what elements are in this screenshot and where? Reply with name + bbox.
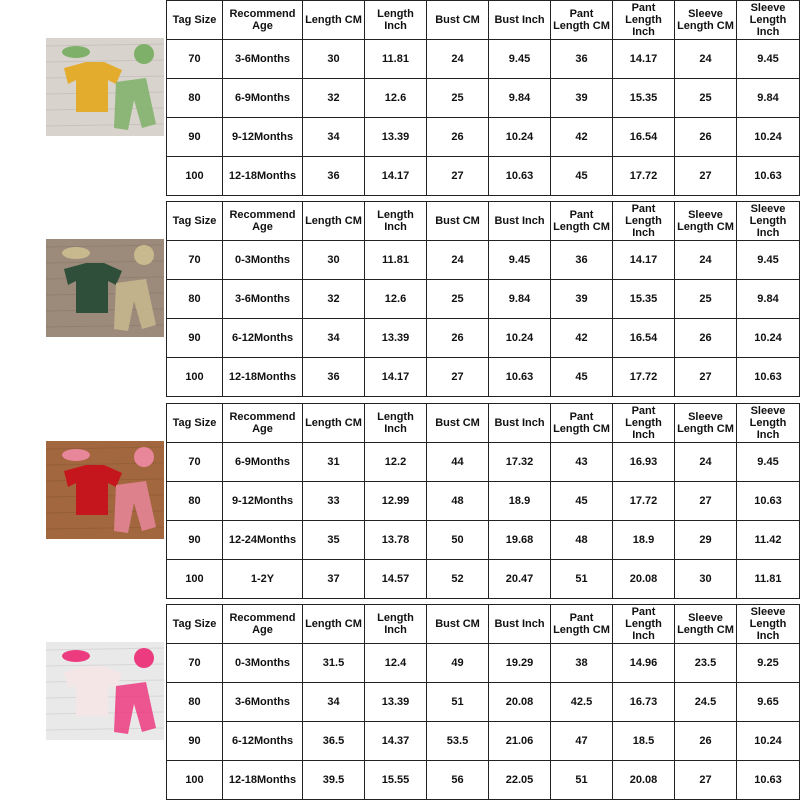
- column-header: Length CM: [303, 605, 365, 644]
- table-cell: 6-12Months: [223, 319, 303, 358]
- table-row: [167, 79, 800, 118]
- table-cell: 48: [427, 482, 489, 521]
- table-cell: 45: [551, 482, 613, 521]
- table-cell: 12.6: [365, 79, 427, 118]
- table-cell: 9.25: [737, 644, 800, 683]
- table-cell: 32: [303, 79, 365, 118]
- table-cell: 9.65: [737, 683, 800, 722]
- table-cell: 100: [167, 358, 223, 397]
- product-image: [46, 642, 164, 740]
- size-table: [166, 201, 800, 397]
- column-header: Pant Length CM: [551, 404, 613, 443]
- table-cell: 53.5: [427, 722, 489, 761]
- table-cell: 34: [303, 319, 365, 358]
- table-cell: 17.32: [489, 443, 551, 482]
- table-row: [167, 157, 800, 196]
- column-header: Tag Size: [167, 605, 223, 644]
- table-cell: 56: [427, 761, 489, 800]
- table-cell: 20.47: [489, 560, 551, 599]
- table-cell: 70: [167, 644, 223, 683]
- table-cell: 14.96: [613, 644, 675, 683]
- table-row: [167, 683, 800, 722]
- table-cell: 1-2Y: [223, 560, 303, 599]
- table-cell: 13.39: [365, 683, 427, 722]
- table-row: [167, 319, 800, 358]
- table-cell: 9.45: [737, 40, 800, 79]
- table-cell: 17.72: [613, 482, 675, 521]
- table-cell: 70: [167, 443, 223, 482]
- table-cell: 27: [427, 358, 489, 397]
- table-cell: 48: [551, 521, 613, 560]
- table-cell: 9.45: [489, 241, 551, 280]
- table-cell: 31: [303, 443, 365, 482]
- table-cell: 42: [551, 319, 613, 358]
- table-cell: 51: [551, 560, 613, 599]
- table-cell: 39: [551, 79, 613, 118]
- header-row: [167, 1, 800, 40]
- table-cell: 31.5: [303, 644, 365, 683]
- table-cell: 15.35: [613, 79, 675, 118]
- table-cell: 12.2: [365, 443, 427, 482]
- product-section: [0, 604, 800, 800]
- table-cell: 51: [551, 761, 613, 800]
- table-cell: 12-18Months: [223, 358, 303, 397]
- table-cell: 36: [303, 157, 365, 196]
- table-cell: 9.84: [737, 79, 800, 118]
- product-image: [46, 239, 164, 337]
- table-cell: 80: [167, 280, 223, 319]
- table-cell: 16.93: [613, 443, 675, 482]
- column-header: Pant Length CM: [551, 605, 613, 644]
- table-cell: 17.72: [613, 358, 675, 397]
- table-cell: 14.17: [613, 40, 675, 79]
- table-cell: 23.5: [675, 644, 737, 683]
- table-cell: 10.24: [489, 118, 551, 157]
- table-cell: 25: [427, 280, 489, 319]
- table-cell: 100: [167, 761, 223, 800]
- table-cell: 9.45: [489, 40, 551, 79]
- table-cell: 14.17: [613, 241, 675, 280]
- table-cell: 90: [167, 722, 223, 761]
- header-row: [167, 404, 800, 443]
- table-cell: 21.06: [489, 722, 551, 761]
- table-cell: 6-12Months: [223, 722, 303, 761]
- column-header: Recommend Age: [223, 605, 303, 644]
- column-header: Pant Length Inch: [613, 404, 675, 443]
- column-header: Recommend Age: [223, 202, 303, 241]
- table-cell: 10.63: [489, 157, 551, 196]
- column-header: Sleeve Length CM: [675, 605, 737, 644]
- column-header: Pant Length Inch: [613, 202, 675, 241]
- table-cell: 14.57: [365, 560, 427, 599]
- table-cell: 26: [427, 319, 489, 358]
- table-cell: 30: [303, 40, 365, 79]
- table-cell: 15.35: [613, 280, 675, 319]
- column-header: Pant Length CM: [551, 202, 613, 241]
- table-cell: 26: [675, 722, 737, 761]
- table-row: [167, 761, 800, 800]
- column-header: Bust CM: [427, 202, 489, 241]
- table-cell: 37: [303, 560, 365, 599]
- table-cell: 9.84: [737, 280, 800, 319]
- table-cell: 9.45: [737, 443, 800, 482]
- column-header: Sleeve Length Inch: [737, 202, 800, 241]
- column-header: Tag Size: [167, 202, 223, 241]
- table-row: [167, 241, 800, 280]
- table-cell: 22.05: [489, 761, 551, 800]
- table-cell: 45: [551, 358, 613, 397]
- column-header: Length Inch: [365, 1, 427, 40]
- table-cell: 36: [551, 241, 613, 280]
- table-cell: 16.73: [613, 683, 675, 722]
- table-cell: 9-12Months: [223, 118, 303, 157]
- size-table: [166, 0, 800, 196]
- column-header: Length Inch: [365, 404, 427, 443]
- table-cell: 3-6Months: [223, 280, 303, 319]
- column-header: Sleeve Length CM: [675, 1, 737, 40]
- column-header: Length CM: [303, 1, 365, 40]
- column-header: Pant Length CM: [551, 1, 613, 40]
- table-cell: 12.6: [365, 280, 427, 319]
- table-cell: 12-18Months: [223, 157, 303, 196]
- column-header: Bust Inch: [489, 1, 551, 40]
- table-cell: 80: [167, 482, 223, 521]
- table-cell: 27: [427, 157, 489, 196]
- table-cell: 19.68: [489, 521, 551, 560]
- column-header: Bust Inch: [489, 404, 551, 443]
- table-cell: 70: [167, 40, 223, 79]
- column-header: Bust Inch: [489, 202, 551, 241]
- table-cell: 24: [675, 40, 737, 79]
- table-cell: 29: [675, 521, 737, 560]
- table-cell: 16.54: [613, 319, 675, 358]
- product-section: [0, 403, 800, 599]
- column-header: Sleeve Length CM: [675, 202, 737, 241]
- table-cell: 90: [167, 118, 223, 157]
- table-cell: 11.42: [737, 521, 800, 560]
- table-cell: 13.39: [365, 118, 427, 157]
- table-cell: 42: [551, 118, 613, 157]
- table-cell: 26: [675, 319, 737, 358]
- table-cell: 36: [303, 358, 365, 397]
- table-cell: 24: [675, 241, 737, 280]
- table-row: [167, 280, 800, 319]
- table-cell: 10.24: [737, 319, 800, 358]
- table-cell: 39.5: [303, 761, 365, 800]
- table-cell: 14.37: [365, 722, 427, 761]
- table-cell: 34: [303, 683, 365, 722]
- table-cell: 20.08: [613, 560, 675, 599]
- table-cell: 30: [675, 560, 737, 599]
- table-cell: 15.55: [365, 761, 427, 800]
- table-row: [167, 118, 800, 157]
- table-cell: 12-18Months: [223, 761, 303, 800]
- table-cell: 24: [427, 40, 489, 79]
- table-cell: 27: [675, 482, 737, 521]
- table-cell: 13.39: [365, 319, 427, 358]
- table-cell: 10.63: [737, 761, 800, 800]
- table-cell: 12.99: [365, 482, 427, 521]
- table-cell: 0-3Months: [223, 241, 303, 280]
- table-cell: 51: [427, 683, 489, 722]
- table-cell: 6-9Months: [223, 443, 303, 482]
- table-cell: 39: [551, 280, 613, 319]
- table-cell: 90: [167, 521, 223, 560]
- table-cell: 9.45: [737, 241, 800, 280]
- table-cell: 0-3Months: [223, 644, 303, 683]
- product-image: [46, 38, 164, 136]
- table-cell: 18.9: [613, 521, 675, 560]
- table-cell: 47: [551, 722, 613, 761]
- header-row: [167, 202, 800, 241]
- table-cell: 17.72: [613, 157, 675, 196]
- column-header: Sleeve Length Inch: [737, 605, 800, 644]
- table-cell: 10.63: [489, 358, 551, 397]
- table-cell: 45: [551, 157, 613, 196]
- table-cell: 11.81: [365, 241, 427, 280]
- table-cell: 43: [551, 443, 613, 482]
- header-row: [167, 605, 800, 644]
- table-cell: 16.54: [613, 118, 675, 157]
- table-cell: 80: [167, 79, 223, 118]
- column-header: Bust CM: [427, 1, 489, 40]
- table-cell: 10.63: [737, 157, 800, 196]
- table-cell: 12.4: [365, 644, 427, 683]
- table-cell: 36.5: [303, 722, 365, 761]
- table-cell: 100: [167, 560, 223, 599]
- table-cell: 20.08: [489, 683, 551, 722]
- column-header: Bust Inch: [489, 605, 551, 644]
- table-cell: 26: [427, 118, 489, 157]
- table-cell: 33: [303, 482, 365, 521]
- table-cell: 49: [427, 644, 489, 683]
- column-header: Sleeve Length Inch: [737, 1, 800, 40]
- table-row: [167, 560, 800, 599]
- table-cell: 9-12Months: [223, 482, 303, 521]
- table-cell: 18.9: [489, 482, 551, 521]
- table-cell: 42.5: [551, 683, 613, 722]
- size-table: [166, 604, 800, 800]
- table-row: [167, 443, 800, 482]
- table-row: [167, 722, 800, 761]
- table-cell: 27: [675, 157, 737, 196]
- table-cell: 19.29: [489, 644, 551, 683]
- table-cell: 6-9Months: [223, 79, 303, 118]
- table-cell: 14.17: [365, 358, 427, 397]
- table-cell: 25: [675, 280, 737, 319]
- table-row: [167, 521, 800, 560]
- table-cell: 100: [167, 157, 223, 196]
- column-header: Tag Size: [167, 1, 223, 40]
- column-header: Sleeve Length Inch: [737, 404, 800, 443]
- table-cell: 52: [427, 560, 489, 599]
- table-cell: 9.84: [489, 79, 551, 118]
- table-cell: 10.24: [737, 118, 800, 157]
- table-cell: 35: [303, 521, 365, 560]
- table-cell: 90: [167, 319, 223, 358]
- table-cell: 10.24: [737, 722, 800, 761]
- column-header: Tag Size: [167, 404, 223, 443]
- table-cell: 10.63: [737, 482, 800, 521]
- column-header: Recommend Age: [223, 404, 303, 443]
- table-cell: 44: [427, 443, 489, 482]
- table-cell: 10.63: [737, 358, 800, 397]
- product-section: [0, 0, 800, 196]
- column-header: Length Inch: [365, 202, 427, 241]
- table-cell: 10.24: [489, 319, 551, 358]
- table-cell: 25: [675, 79, 737, 118]
- table-row: [167, 644, 800, 683]
- column-header: Pant Length Inch: [613, 605, 675, 644]
- table-cell: 32: [303, 280, 365, 319]
- size-table: [166, 403, 800, 599]
- table-cell: 3-6Months: [223, 683, 303, 722]
- table-cell: 70: [167, 241, 223, 280]
- column-header: Recommend Age: [223, 1, 303, 40]
- product-image: [46, 441, 164, 539]
- column-header: Sleeve Length CM: [675, 404, 737, 443]
- table-cell: 20.08: [613, 761, 675, 800]
- table-row: [167, 482, 800, 521]
- column-header: Pant Length Inch: [613, 1, 675, 40]
- table-row: [167, 358, 800, 397]
- table-cell: 80: [167, 683, 223, 722]
- column-header: Bust CM: [427, 404, 489, 443]
- column-header: Bust CM: [427, 605, 489, 644]
- table-cell: 24.5: [675, 683, 737, 722]
- table-cell: 13.78: [365, 521, 427, 560]
- table-cell: 11.81: [737, 560, 800, 599]
- table-cell: 3-6Months: [223, 40, 303, 79]
- table-cell: 36: [551, 40, 613, 79]
- table-cell: 25: [427, 79, 489, 118]
- table-cell: 38: [551, 644, 613, 683]
- table-cell: 50: [427, 521, 489, 560]
- table-cell: 27: [675, 358, 737, 397]
- table-cell: 14.17: [365, 157, 427, 196]
- column-header: Length CM: [303, 202, 365, 241]
- table-cell: 34: [303, 118, 365, 157]
- table-cell: 24: [675, 443, 737, 482]
- table-cell: 11.81: [365, 40, 427, 79]
- table-cell: 26: [675, 118, 737, 157]
- table-row: [167, 40, 800, 79]
- column-header: Length CM: [303, 404, 365, 443]
- table-cell: 18.5: [613, 722, 675, 761]
- table-cell: 27: [675, 761, 737, 800]
- table-cell: 12-24Months: [223, 521, 303, 560]
- table-cell: 24: [427, 241, 489, 280]
- column-header: Length Inch: [365, 605, 427, 644]
- table-cell: 9.84: [489, 280, 551, 319]
- product-section: [0, 201, 800, 397]
- table-cell: 30: [303, 241, 365, 280]
